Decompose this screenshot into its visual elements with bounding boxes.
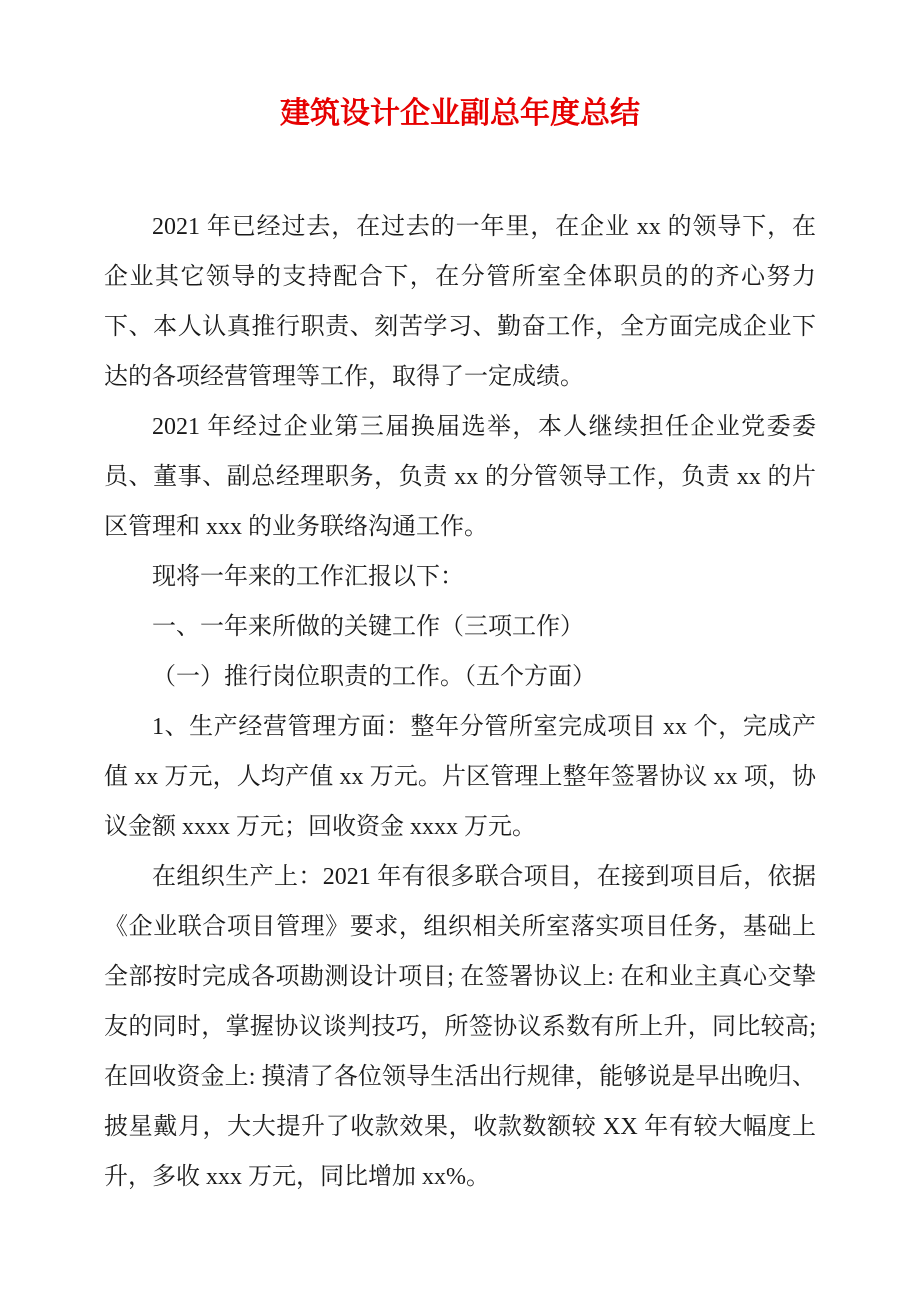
paragraph-production-management: 1、生产经营管理方面：整年分管所室完成项目 xx 个，完成产值 xx 万元，人均产值 xx 万元。片区管理上整年签署协议 xx 项，协议金额 xxxx 万元；回收资金 xxxx 万元。 xyxy=(104,714,816,840)
heading-section-one: 一、一年来所做的关键工作（三项工作） xyxy=(152,614,584,640)
document-body xyxy=(104,202,816,1202)
heading-subsection-one: （一）推行岗位职责的工作。（五个方面） xyxy=(152,664,596,690)
paragraph-organization-detail: 在组织生产上：2021 年有很多联合项目，在接到项目后，依据《企业联合项目管理》要求，组织相关所室落实项目任务，基础上全部按时完成各项勘测设计项目; 在签署协议上: 在和业主真心交挚友的同时，掌握协议谈判技巧，所签协议系数有所上升，同比较高; 在回收资金上: 摸清了各位领导生活出行规律，能够说是早出晚归、披星戴月，大大提升了收款效果，收款数额较 XX 年有较大幅度上升，多收 xxx 万元，同比增加 xx%。 xyxy=(104,864,816,1190)
paragraph-intro: 2021 年已经过去，在过去的一年里，在企业 xx 的领导下，在企业其它领导的支持配合下，在分管所室全体职员的的齐心努力下、本人认真推行职责、刻苦学习、勤奋工作，全方面完成企业下达的各项经营管理等工作，取得了一定成绩。 xyxy=(104,214,816,390)
paragraph-role: 2021 年经过企业第三届换届选举，本人继续担任企业党委委员、董事、副总经理职务，负责 xx 的分管领导工作，负责 xx 的片区管理和 xxx 的业务联络沟通工作。 xyxy=(104,414,816,540)
paragraph-report-lead: 现将一年来的工作汇报以下： xyxy=(152,564,464,590)
document-title: 建筑设计企业副总年度总结 xyxy=(280,96,640,131)
